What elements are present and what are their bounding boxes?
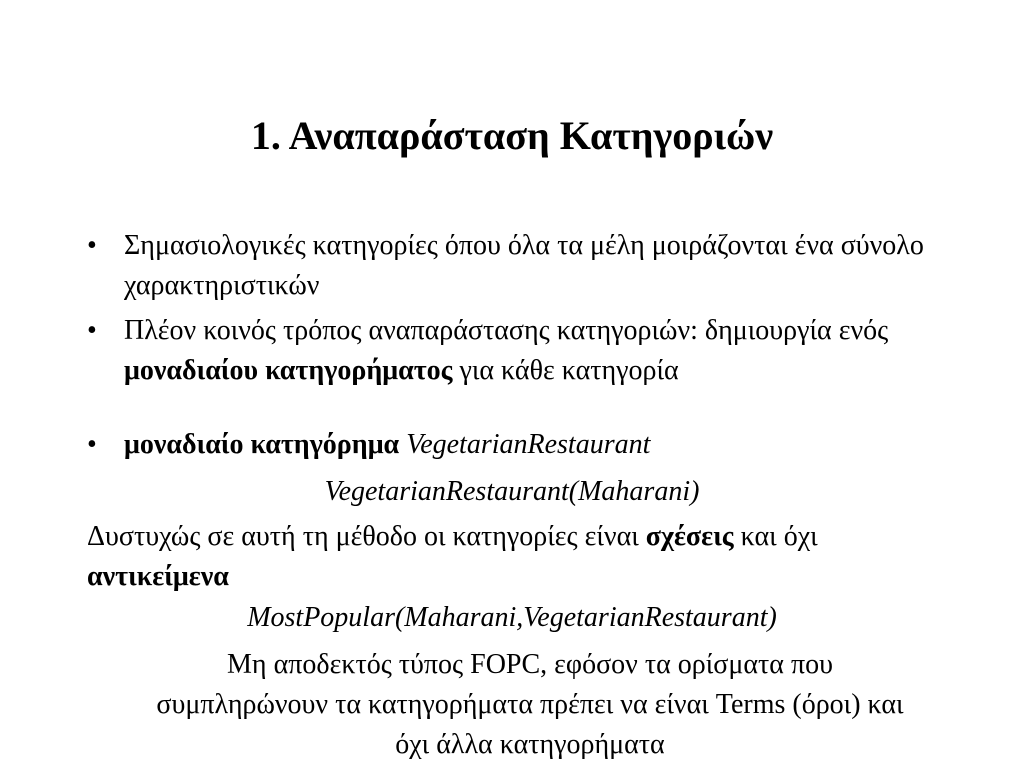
bullet-marker: • [87,230,97,261]
bullet-item-1 [124,226,954,306]
bullet-2-text-pre: Πλέον κοινός τρόπος αναπαράστασης κατηγοριών: δημιουργία ενός [124,315,889,346]
bullet-3-text-italic: VegetarianRestaurant [399,429,651,460]
note-text: Μη αποδεκτός τύπος FOPC, εφόσον τα ορίσματα που συμπληρώνουν τα κατηγορήματα πρέπει να είναι Terms (όροι) και όχι άλλα κατηγορήματα [156,649,904,760]
bullet-item-2 [124,311,924,391]
paragraph-bold-relations: σχέσεις [645,521,734,552]
bullet-item-3 [124,425,984,465]
example-formula-1: VegetarianRestaurant(Maharani) [324,476,700,507]
slide-title: 1. Αναπαράσταση Κατηγοριών [250,113,774,158]
paragraph-text-pre: Δυστυχώς σε αυτή τη μέθοδο οι κατηγορίες είναι [87,521,646,552]
bullet-3-text-bold: μοναδιαίο κατηγόρημα [124,429,400,460]
bullet-2-text-post: για κάθε κατηγορία [452,355,679,386]
bullet-1-text: Σημασιολογικές κατηγορίες όπου όλα τα μέλη μοιράζονται ένα σύνολο χαρακτηριστικών [124,230,924,301]
paragraph-bold-objects: αντικείμενα [87,561,229,592]
bullet-2-text-bold: μοναδιαίου κατηγορήματος [124,355,453,386]
paragraph-text-mid: και όχι [733,521,818,552]
bullet-marker: • [87,315,97,346]
example-formula-2: MostPopular(Maharani,VegetarianRestaurant) [247,602,777,633]
bullet-marker: • [87,429,97,460]
paragraph [87,517,947,597]
